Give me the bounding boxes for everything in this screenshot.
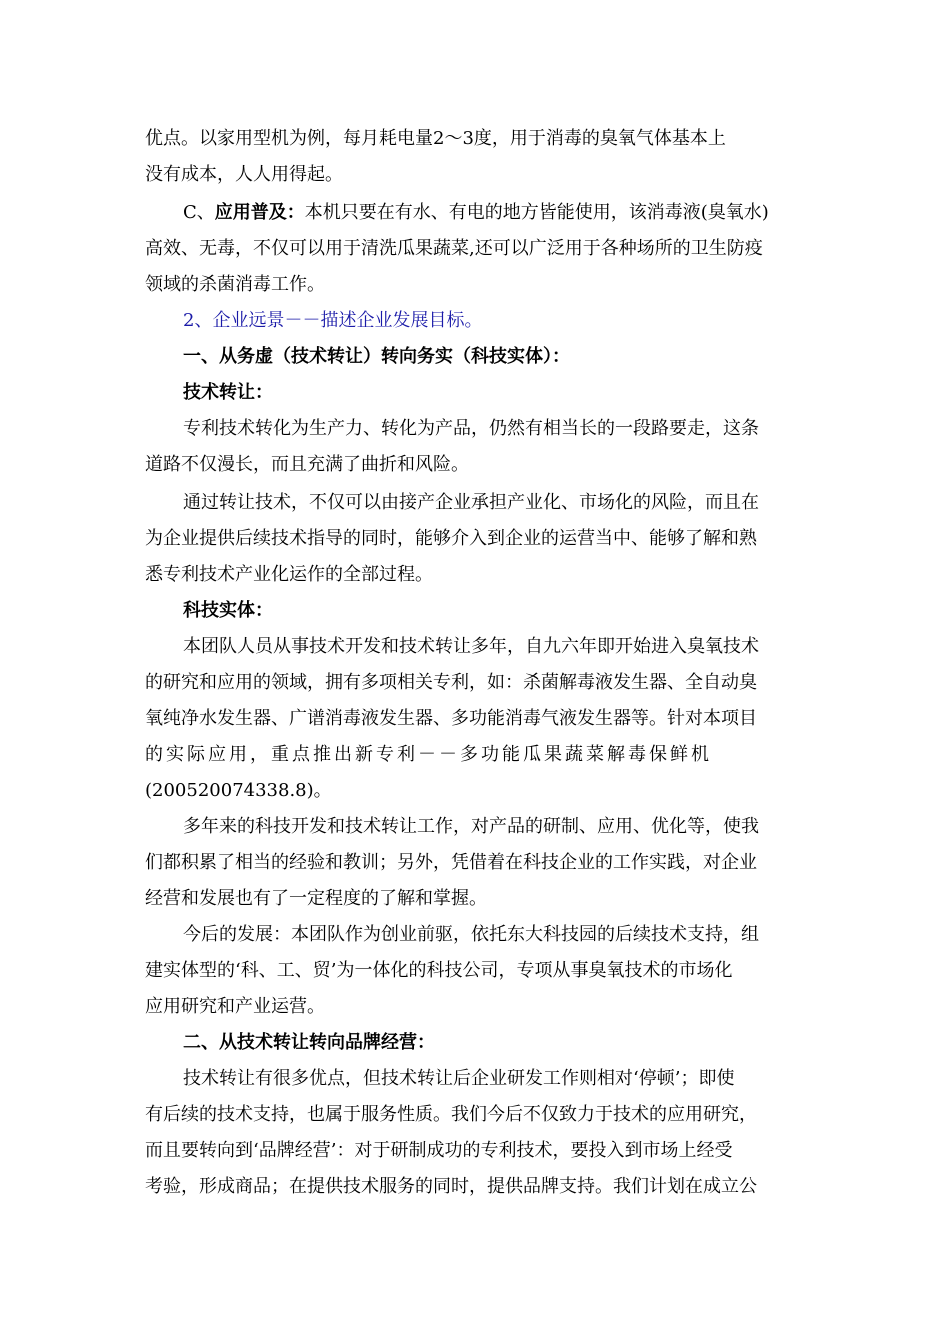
paragraph-line: 氧纯净水发生器、广谱消毒液发生器、多功能消毒气液发生器等。针对本项目 xyxy=(145,708,757,729)
paragraph-line: 优点。以家用型机为例，每月耗电量2～3度，用于消毒的臭氧气体基本上 xyxy=(145,128,726,149)
inline-heading: 应用普及： xyxy=(214,202,305,223)
paragraph-line: 技术转让有很多优点，但技术转让后企业研发工作则相对‘停顿’；即使 xyxy=(183,1068,735,1089)
paragraph-line: 为企业提供后续技术指导的同时，能够介入到企业的运营当中、能够了解和熟 xyxy=(145,528,757,549)
paragraph-line: 专利技术转化为生产力、转化为产品，仍然有相当长的一段路要走，这条 xyxy=(183,418,759,439)
paragraph-line: 没有成本，人人用得起。 xyxy=(145,164,343,185)
paragraph-line: 们都积累了相当的经验和教训；另外，凭借着在科技企业的工作实践，对企业 xyxy=(145,852,757,873)
paragraph-line: (200520074338.8)。 xyxy=(145,780,332,801)
item-prefix: C、 xyxy=(183,202,215,223)
paragraph-line: 的实际应用，重点推出新专利－－多功能瓜果蔬菜解毒保鲜机 xyxy=(145,744,712,765)
paragraph-line: 悉专利技术产业化运作的全部过程。 xyxy=(145,564,433,585)
paragraph-line: 高效、无毒，不仅可以用于清洗瓜果蔬菜,还可以广泛用于各种场所的卫生防疫 xyxy=(145,238,763,259)
paragraph-line: 经营和发展也有了一定程度的了解和掌握。 xyxy=(145,888,487,909)
paragraph-line: 应用研究和产业运营。 xyxy=(145,996,325,1017)
paragraph-line: 本团队人员从事技术开发和技术转让多年，自九六年即开始进入臭氧技术 xyxy=(183,636,759,657)
subsection-heading: 科技实体： xyxy=(183,600,273,621)
paragraph-line: 建实体型的‘科、工、贸’为一体化的科技公司，专项从事臭氧技术的市场化 xyxy=(145,960,733,981)
section-heading: 一、从务虚（技术转让）转向务实（科技实体）： xyxy=(183,346,570,367)
paragraph-line: 通过转让技术，不仅可以由接产企业承担产业化、市场化的风险，而且在 xyxy=(183,492,759,513)
section-heading: 二、从技术转让转向品牌经营： xyxy=(183,1032,435,1053)
paragraph-line: 道路不仅漫长，而且充满了曲折和风险。 xyxy=(145,454,469,475)
paragraph-line: 多年来的科技开发和技术转让工作，对产品的研制、应用、优化等，使我 xyxy=(183,816,759,837)
paragraph-line: 领域的杀菌消毒工作。 xyxy=(145,274,325,295)
paragraph-line: 的研究和应用的领域，拥有多项相关专利，如：杀菌解毒液发生器、全自动臭 xyxy=(145,672,757,693)
paragraph-line: 有后续的技术支持，也属于服务性质。我们今后不仅致力于技术的应用研究， xyxy=(145,1104,757,1125)
paragraph-line: 而且要转向到‘品牌经营’：对于研制成功的专利技术，要投入到市场上经受 xyxy=(145,1140,733,1161)
subsection-heading: 技术转让： xyxy=(183,382,273,403)
paragraph-line xyxy=(183,201,769,225)
paragraph-line: 考验，形成商品；在提供技术服务的同时，提供品牌支持。我们计划在成立公 xyxy=(145,1176,757,1197)
paragraph-line: 今后的发展：本团队作为创业前驱，依托东大科技园的后续技术支持，组 xyxy=(183,924,759,945)
section-title: 2、企业远景－－描述企业发展目标。 xyxy=(183,310,483,331)
paragraph-text: 本机只要在有水、有电的地方皆能使用，该消毒液(臭氧水) xyxy=(304,202,769,223)
